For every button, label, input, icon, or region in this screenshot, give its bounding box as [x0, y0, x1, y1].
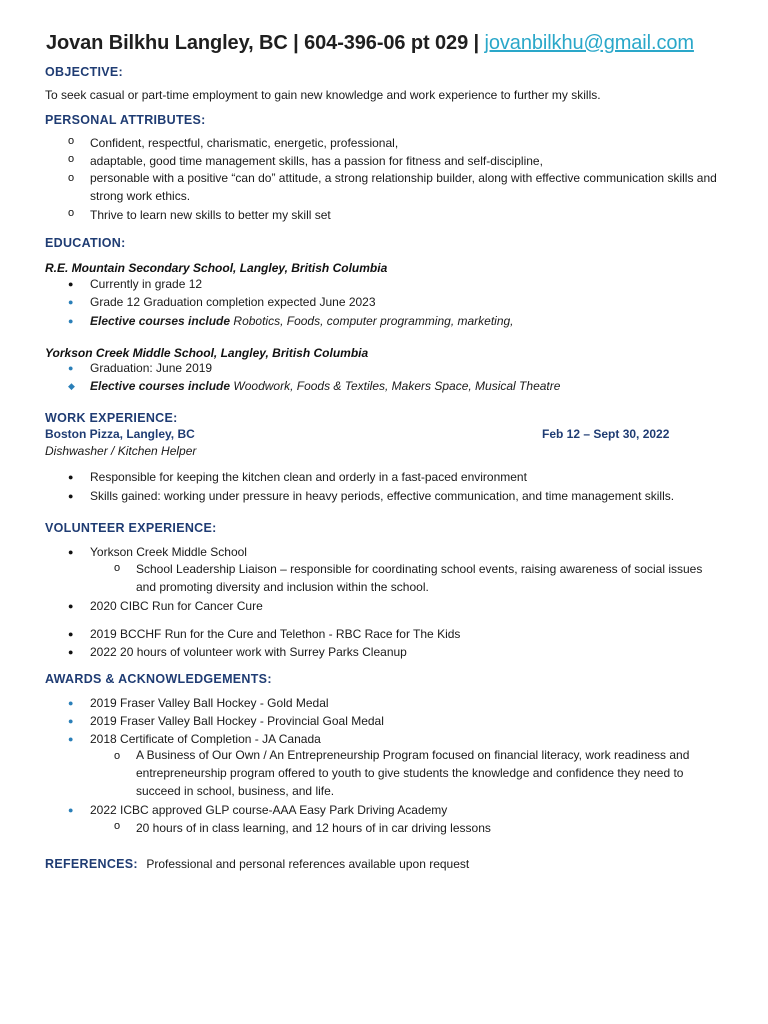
education-item — [90, 379, 560, 393]
volunteer-sub-item: School Leadership Liaison – responsible for coordinating school events, raising awareness of social issues and promoting diversity and inclusion within the school. — [136, 562, 703, 594]
bullet-icon: ● — [68, 698, 74, 708]
volunteer-item: 2019 BCCHF Run for the Cure and Telethon - RBC Race for The Kids — [90, 627, 461, 641]
bullet-icon: ● — [68, 297, 74, 307]
education-item: Currently in grade 12 — [90, 277, 203, 291]
volunteer-item: 2022 20 hours of volunteer work with Surrey Parks Cleanup — [90, 645, 407, 659]
hollow-bullet-icon: o — [114, 820, 121, 832]
bullet-icon: ● — [68, 316, 74, 326]
bullet-icon: ● — [68, 363, 74, 373]
award-sub-item: 20 hours of in class learning, and 12 hours of in car driving lessons — [136, 821, 491, 835]
hollow-bullet-icon: o — [68, 207, 75, 219]
bullet-icon: ◆ — [68, 381, 75, 391]
education-heading: EDUCATION: — [45, 236, 126, 250]
bullet-icon: ● — [68, 279, 74, 289]
bullet-icon: ● — [68, 629, 74, 639]
hollow-bullet-icon: o — [114, 750, 121, 762]
references-line — [45, 855, 469, 873]
education-item: Grade 12 Graduation completion expected June 2023 — [90, 295, 376, 309]
bullet-icon: ● — [68, 547, 74, 557]
elective-label: Elective courses include — [90, 314, 231, 328]
work-heading: WORK EXPERIENCE: — [45, 411, 178, 425]
elective-text: Woodwork, Foods & Textiles, Makers Space, Musical Theatre — [230, 379, 561, 393]
bullet-icon: ● — [68, 601, 74, 611]
award-sub-item: A Business of Our Own / An Entrepreneurship Program focused on financial literacy, work readiness and entrepreneurship program offered to youth to give students the knowledge and confidence they need to succeed in school, business, and life. — [136, 748, 690, 798]
references-heading: REFERENCES: — [45, 857, 138, 871]
award-item: 2022 ICBC approved GLP course-AAA Easy Park Driving Academy — [90, 803, 448, 817]
bullet-icon: ● — [68, 647, 74, 657]
elective-label: Elective courses include — [90, 379, 231, 393]
award-item: 2018 Certificate of Completion - JA Canada — [90, 732, 321, 746]
work-item: Skills gained: working under pressure in heavy periods, effective communication, and time management skills. — [90, 489, 675, 503]
volunteer-item: Yorkson Creek Middle School — [90, 545, 247, 559]
name-and-contact: Jovan Bilkhu Langley, BC | 604-396-06 pt 029 | — [46, 32, 480, 54]
bullet-icon: ● — [68, 491, 74, 501]
attribute-item: personable with a positive “can do” attitude, a strong relationship builder, along with effective communication skills and strong work ethics. — [90, 171, 717, 203]
bullet-icon: ● — [68, 472, 74, 482]
elective-text: Robotics, Foods, computer programming, marketing, — [230, 314, 514, 328]
bullet-icon: ● — [68, 716, 74, 726]
hollow-bullet-icon: o — [68, 135, 75, 147]
objective-heading: OBJECTIVE: — [45, 65, 124, 79]
references-text: Professional and personal references available upon request — [146, 857, 470, 871]
employer-name: Boston Pizza, Langley, BC — [45, 427, 195, 441]
award-item: 2019 Fraser Valley Ball Hockey - Provincial Goal Medal — [90, 714, 384, 728]
work-item: Responsible for keeping the kitchen clean and orderly in a fast-paced environment — [90, 470, 527, 484]
school-name: R.E. Mountain Secondary School, Langley, British Columbia — [45, 261, 388, 275]
attribute-item: Confident, respectful, charismatic, energetic, professional, — [90, 136, 399, 150]
attribute-item: Thrive to learn new skills to better my skill set — [90, 208, 331, 222]
award-item: 2019 Fraser Valley Ball Hockey - Gold Medal — [90, 696, 329, 710]
education-item — [90, 314, 514, 328]
education-item: Graduation: June 2019 — [90, 361, 213, 375]
awards-heading: AWARDS & ACKNOWLEDGEMENTS: — [45, 672, 272, 686]
volunteer-heading: VOLUNTEER EXPERIENCE: — [45, 521, 217, 535]
school-name: Yorkson Creek Middle School, Langley, British Columbia — [45, 346, 369, 360]
email-link[interactable]: jovanbilkhu@gmail.com — [484, 32, 694, 54]
attributes-heading: PERSONAL ATTRIBUTES: — [45, 113, 206, 127]
bullet-icon: ● — [68, 734, 74, 744]
hollow-bullet-icon: o — [68, 172, 75, 184]
bullet-icon: ● — [68, 805, 74, 815]
job-role: Dishwasher / Kitchen Helper — [45, 444, 197, 458]
hollow-bullet-icon: o — [68, 153, 75, 165]
hollow-bullet-icon: o — [114, 562, 121, 574]
attribute-item: adaptable, good time management skills, has a passion for fitness and self-discipline, — [90, 154, 543, 168]
contact-header — [46, 32, 694, 55]
employment-dates: Feb 12 – Sept 30, 2022 — [542, 427, 670, 441]
objective-text: To seek casual or part-time employment to gain new knowledge and work experience to further my skills. — [45, 88, 601, 102]
volunteer-item: 2020 CIBC Run for Cancer Cure — [90, 599, 263, 613]
